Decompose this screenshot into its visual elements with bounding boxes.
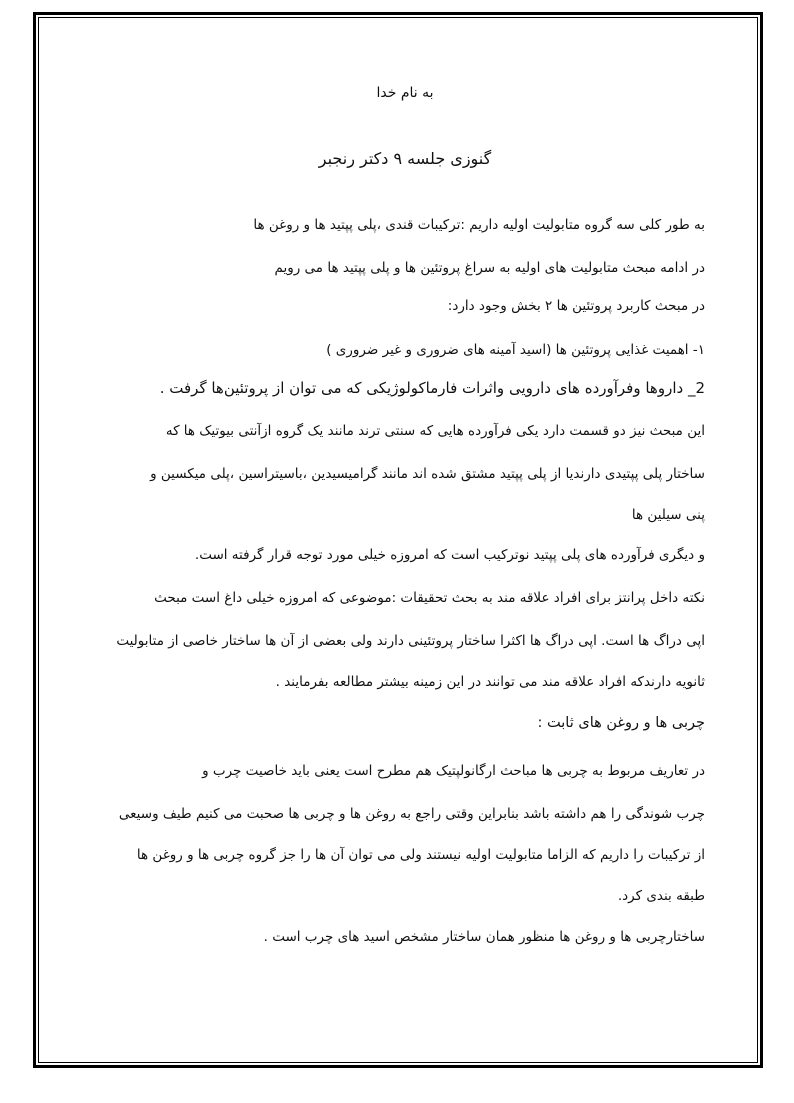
paragraph-line: و دیگری فرآورده های پلی پپتید نوترکیب است که امروزه خیلی مورد توجه قرار گرفته است. [194,547,705,563]
paragraph-line: در تعاریف مربوط به چربی ها مباحث ارگانولپتیک هم مطرح است یعنی باید خاصیت چرب و [202,763,705,779]
session-title: گنوزی جلسه ۹ دکتر رنجبر [318,149,492,168]
paragraph-line: به طور کلی سه گروه متابولیت اولیه داریم :ترکیبات قندی ،پلی پپتید ها و روغن ها [253,217,705,233]
paragraph-line: طبقه بندی کرد. [617,888,705,904]
basmala-title: به نام خدا [376,85,434,101]
paragraph-line: ساختارچربی ها و روغن ها منظور همان ساختار مشخص اسید های چرب است . [263,929,705,945]
paragraph-line: در مبحث کاربرد پروتئین ها ۲ بخش وجود دارد: [447,298,705,314]
paragraph-line: ساختار پلی پپتیدی دارندیا از پلی پپتید مشتق شده اند مانند گرامیسیدین ،باسیتراسین ،پلی میکسین و [150,466,705,482]
list-item: ۱- اهمیت غذایی پروتئین ها (اسید آمینه های ضروری و غیر ضروری ) [326,342,705,358]
paragraph-line: پنی سیلین ها [631,507,705,523]
paragraph-line: ثانویه دارندکه افراد علاقه مند می توانند در این زمینه بیشتر مطالعه بفرمایند . [275,674,705,690]
list-item: 2_ داروها وفرآورده های دارویی واثرات فارماکولوژیکی که می توان از پروتئین‌ها گرفت . [159,379,705,397]
paragraph-line: این مبحث نیز دو قسمت دارد یکی فرآورده هایی که سنتی ترند مانند یک گروه ازآنتی بیوتیک ها که [165,423,705,439]
document-body [105,0,705,1103]
section-heading: چربی ها و روغن های ثابت : [537,715,705,731]
paragraph-line: از ترکیبات را داریم که الزاما متابولیت اولیه نیستند ولی می توان آن ها را جز گروه چربی ها و روغن ها [136,847,705,863]
paragraph-line: نکته داخل پرانتز برای افراد علاقه مند به بحث تحقیقات :موضوعی که امروزه خیلی داغ است مبحث [154,590,705,606]
paragraph-line: چرب شوندگی را هم داشته باشد بنابراین وقتی راجع به روغن ها و چربی ها صحبت می کنیم طیف وسیعی [118,806,705,822]
paragraph-line: اپی دراگ ها است. اپی دراگ ها اکثرا ساختار پروتئینی دارند ولی بعضی از آن ها ساختار خاصی از متابولیت [116,633,705,649]
paragraph-line: در ادامه مبحث متابولیت های اولیه به سراغ پروتئین ها و پلی پپتید ها می رویم [274,260,705,276]
